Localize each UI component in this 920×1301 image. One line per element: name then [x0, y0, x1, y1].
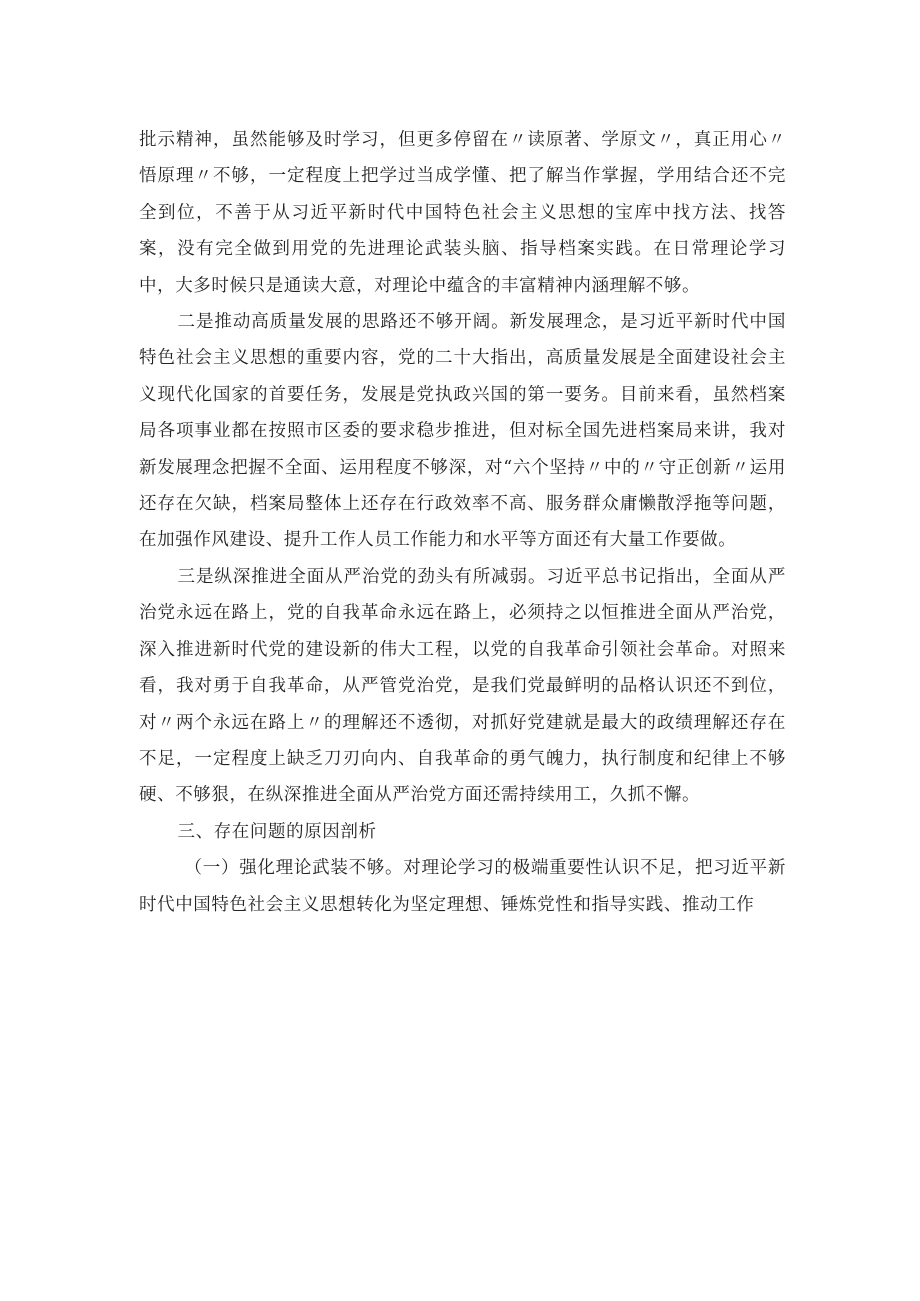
paragraph-development-ideas: 二是推动高质量发展的思路还不够开阔。新发展理念，是习近平新时代中国特色社会主义思想的重要内容，党的二十大指出，高质量发展是全面建设社会主义现代化国家的首要任务，发展是党执政兴国的第一要务。目前来看，虽然档案局各项事业都在按照市区委的要求稳步推进，但对标全国先进档案局来讲，我对新发展理念把握不全面、运用程度不够深，对“六个坚持〃中的〃守正创新〃运用还存在欠缺，档案局整体上还存在行政效率不高、服务群众庸懒散浮拖等问题，在加强作风建设、提升工作人员工作能力和水平等方面还有大量工作要做。: [139, 312, 786, 551]
paragraph-theory-armament: （一）强化理论武装不够。对理论学习的极端重要性认识不足，把习近平新时代中国特色社会主义思想转化为坚定理想、锤炼党性和指导实践、推动工作: [139, 858, 786, 915]
paragraph-continuation: 批示精神，虽然能够及时学习，但更多停留在〃读原著、学原文〃，真正用心〃悟原理〃不够，一定程度上把学过当成学懂、把了解当作掌握，学用结合还不完全到位，不善于从习近平新时代中国特色社会主义思想的宝库中找方法、找答案，没有完全做到用党的先进理论武装头脑、指导档案实践。在日常理论学习中，大多时候只是通读大意，对理论中蕴含的丰富精神内涵理解不够。: [139, 130, 786, 296]
document-body: [139, 122, 786, 923]
paragraph-party-governance: 三是纵深推进全面从严治党的劲头有所减弱。习近平总书记指出，全面从严治党永远在路上，党的自我革命永远在路上，必须持之以恒推进全面从严治党，深入推进新时代党的建设新的伟大工程，以党的自我革命引领社会革命。对照来看，我对勇于自我革命，从严管党治党，是我们党最鲜明的品格认识还不到位，对〃两个永远在路上〃的理解还不透彻，对抓好党建就是最大的政绩理解还存在不足，一定程度上缺乏刀刃向内、自我革命的勇气魄力，执行制度和纪律上不够硬、不够狠，在纵深推进全面从严治党方面还需持续用工，久抓不懈。: [139, 566, 786, 806]
section-heading-cause-analysis: 三、存在问题的原因剖析: [177, 821, 377, 842]
